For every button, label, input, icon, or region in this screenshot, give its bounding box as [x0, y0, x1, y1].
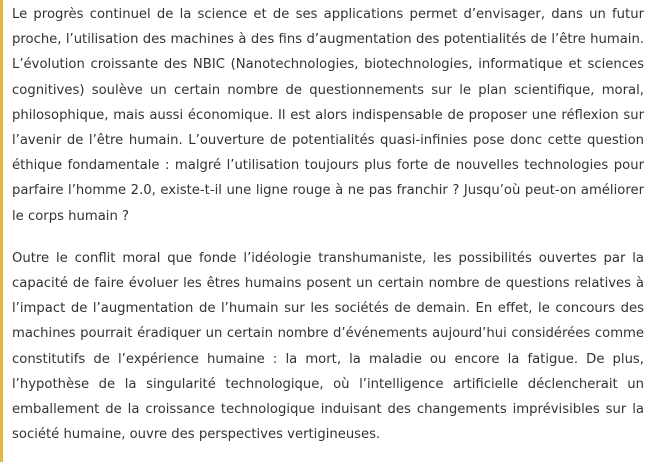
paragraph-1: Le progrès continuel de la science et de ses applications permet d’envisager, dans un futur proche, l’utilisation des machines à des fins d’augmentation des potentialités de l’être humain. L’évolution croissante des NBIC (Nanotechnologies, biotechnologies, informatique et sciences cognitives) soulève un certain nombre de questionnements sur le plan scientifique, moral, philosophique, mais aussi économique. Il est alors indispensable de proposer une réflexion sur l’avenir de l’être humain. L’ouverture de potentialités quasi-infinies pose donc cette question éthique fondamentale : malgré l’utilisation toujours plus forte de nouvelles technologies pour parfaire l’homme 2.0, existe-t-il une ligne rouge à ne pas franchir ? Jusqu’où peut-on améliorer le corps humain ? [12, 7, 644, 224]
quote-accent-bar [0, 0, 3, 462]
paragraph-2: Outre le conflit moral que fonde l’idéologie transhumaniste, les possibilités ouvertes par la capacité de faire évoluer les êtres humains posent un certain nombre de questions relatives à l’impact de l’augmentation de l’humain sur les sociétés de demain. En effet, le concours des machines pourrait éradiquer un certain nombre d’événements aujourd’hui considérées comme constitutifs de l’expérience humaine : la mort, la maladie ou encore la fatigue. De plus, l’hypothèse de la singularité technologique, où l’intelligence artificielle déclencherait un emballement de la croissance technologique induisant des changements imprévisibles sur la société humaine, ouvre des perspectives vertigineuses. [12, 250, 644, 443]
article-body [12, 2, 644, 447]
